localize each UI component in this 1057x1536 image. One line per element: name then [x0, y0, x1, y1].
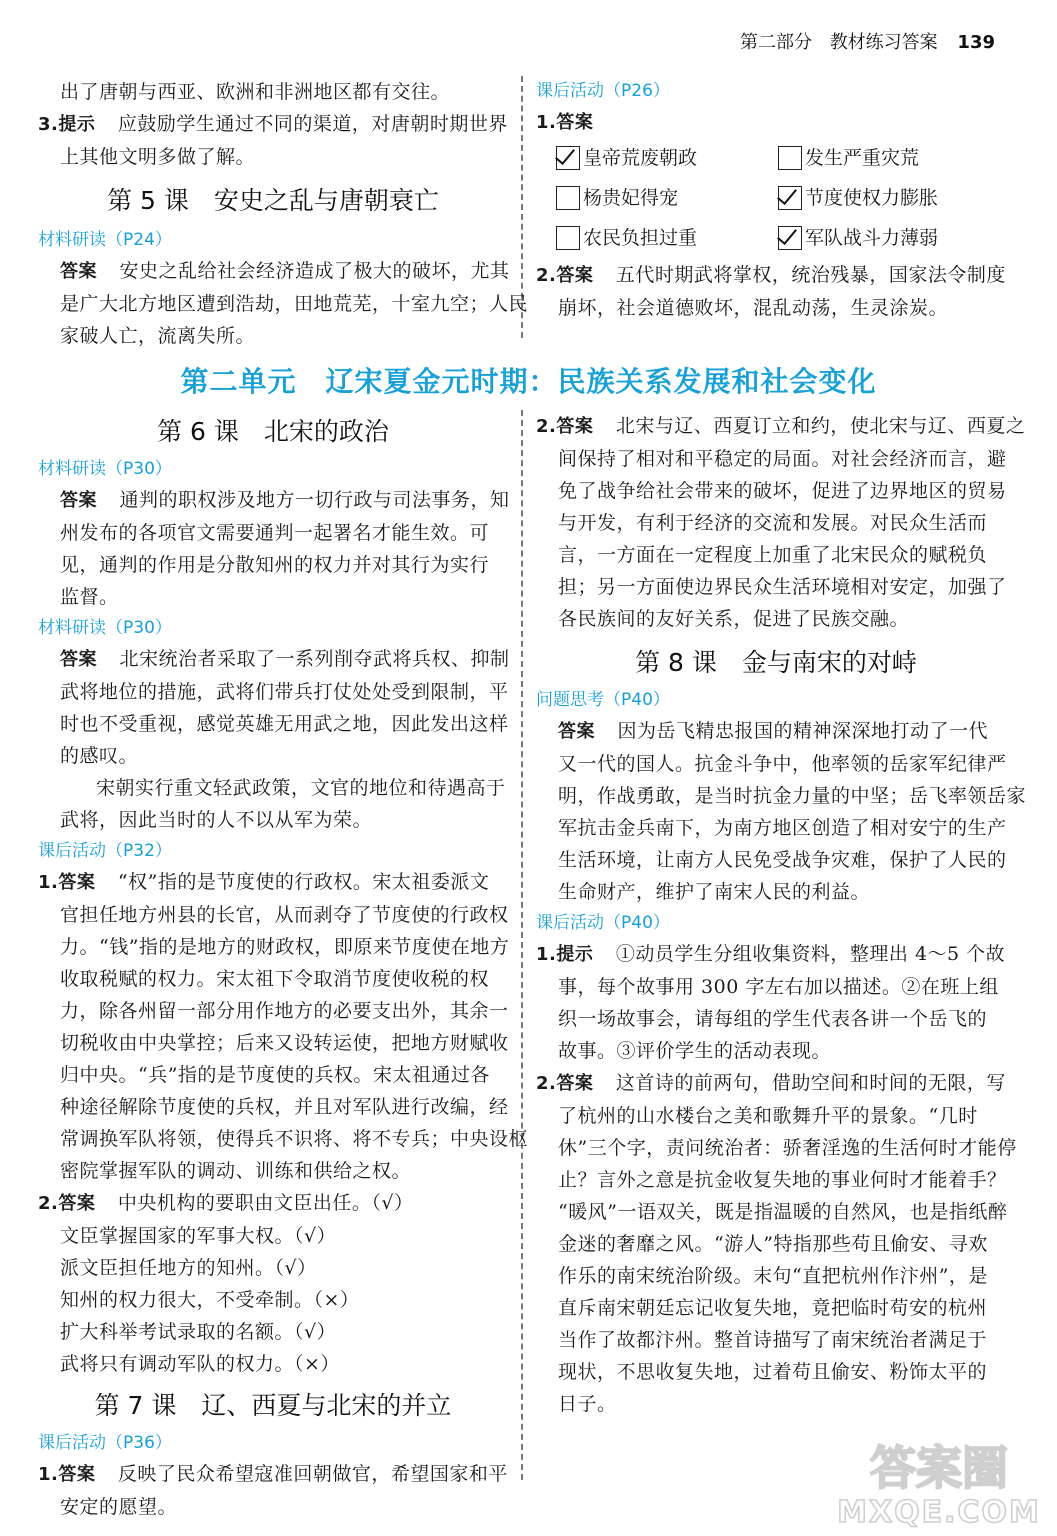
- checkbox-0: [556, 146, 580, 170]
- rq2-line: 与开发，有利于经济的交流和发展。对民众生活而: [558, 512, 988, 534]
- section-material-p30-b: 材料研读（P30）: [38, 618, 172, 638]
- q2-line1: 五代时期武将掌权，统治残暴，国家法令制度: [615, 264, 1006, 286]
- q2-line: 文臣掌握国家的军事大权。（√）: [60, 1225, 337, 1247]
- rq2-line: 各民族间的友好关系，促进了民族交融。: [558, 608, 910, 630]
- q1-line: 常调换军队将领，使得兵不识将、将不专兵；中央设枢: [60, 1128, 529, 1150]
- p2-line: 直斥南宋朝廷忘记收复失地，竟把临时苟安的杭州: [558, 1297, 988, 1319]
- checkbox-item: [556, 221, 778, 255]
- q2-line: 知州的权力很大，不受牵制。（×）: [60, 1289, 360, 1311]
- p2-line: 这首诗的前两句，借助空间和时间的无限，写: [615, 1072, 1006, 1094]
- checkbox-label: 农民负担过重: [583, 227, 698, 249]
- q2-label: 2.答案: [38, 1193, 96, 1214]
- rs1-answer: [536, 715, 1016, 748]
- rq2-line: 北宋与辽、西夏订立和约，使北宋与辽、西夏之: [615, 415, 1026, 437]
- s2-line6: 武将，因此当时的人不以从军为荣。: [60, 809, 373, 831]
- s1-line3: 见，通判的作用是分散知州的权力并对其行为实行: [60, 554, 490, 576]
- p1-label: 1.提示: [536, 944, 594, 965]
- section-activity-p36: 课后活动（P36）: [38, 1433, 172, 1453]
- checkbox-item: [556, 141, 778, 175]
- s1-answer: [38, 484, 508, 517]
- q1-answer: [38, 866, 508, 899]
- section-activity-p32: 课后活动（P32）: [38, 841, 172, 861]
- q3-line1: 反映了民众希望寇准回朝做官，希望国家和平: [117, 1463, 508, 1485]
- left-bottom-column: [38, 410, 529, 1523]
- q1-label: 1.答案: [38, 872, 96, 893]
- checkbox-3: [778, 186, 802, 210]
- tip3-line2: 上其他文明多做了解。: [60, 146, 256, 168]
- unit-title: 第二单元 辽宋夏金元时期：民族关系发展和社会变化: [180, 365, 877, 398]
- q1-line: “权”指的是节度使的行政权。宋太祖委派文: [117, 871, 490, 893]
- q1-line: 切税收由中央掌控；后来又设转运使，把地方财赋收: [60, 1032, 509, 1054]
- activity-q2: [536, 259, 1016, 292]
- tip3: [38, 108, 508, 141]
- lesson8-title: 第 8 课 金与南宋的对峙: [635, 648, 917, 677]
- p2-line: 了杭州的山水楼台之美和歌舞升平的景象。“几时: [558, 1105, 978, 1127]
- p1-line: 事，每个故事用 300 字左右加以描述。②在班上组: [558, 976, 999, 998]
- s2-line4: 的感叹。: [60, 745, 139, 767]
- q2-line: 派文臣担任地方的知州。（√）: [60, 1257, 317, 1279]
- q2-line2: 崩坏，社会道德败坏，混乱动荡，生灵涂炭。: [558, 297, 949, 319]
- section-material-p24: 材料研读（P24）: [38, 230, 172, 250]
- checkbox-item: [556, 181, 778, 215]
- q1-line: 种途径解除节度使的兵权，并且对军队进行改编，经: [60, 1096, 509, 1118]
- p2-line: 现状，不思收复失地，过着苟且偷安、粉饰太平的: [558, 1361, 988, 1383]
- column-divider-bottom: [521, 410, 523, 1480]
- answer-label: 答案: [60, 490, 97, 511]
- s2-answer: [38, 643, 508, 676]
- q3-label: 1.答案: [38, 1464, 96, 1485]
- section-material-p30-a: 材料研读（P30）: [38, 459, 172, 479]
- answer-label: 答案: [60, 649, 97, 670]
- watermark-graphic: [837, 1434, 1041, 1530]
- rq2-label: 2.答案: [536, 416, 594, 437]
- p2-line: “暖风”一语双关，既是指温暖的自然风，也是指纸醉: [558, 1201, 1008, 1223]
- header-section: 第二部分: [739, 32, 812, 53]
- checkbox-4: [556, 226, 580, 250]
- answer-label: 答案: [60, 261, 97, 282]
- checkbox-label: 发生严重灾荒: [805, 147, 920, 169]
- checkbox-1: [778, 146, 802, 170]
- p2-line: 休”三个字，责问统治者：骄奢淫逸的生活何时才能停: [558, 1137, 1017, 1159]
- p2-line: 当作了故都汴州。整首诗描写了南宋统治者满足于: [558, 1329, 988, 1351]
- p2-label: 2.答案: [536, 1073, 594, 1094]
- s2-line3: 时也不受重视，感觉英雄无用武之地，因此发出这样: [60, 713, 509, 735]
- rq2-line: 免了战争给社会带来的破坏，促进了边界地区的贸易: [558, 480, 1007, 502]
- q1-line: 力，除各州留一部分用作地方的必要支出外，其余一: [60, 1000, 509, 1022]
- lesson5-answer-line1: 安史之乱给社会经济造成了极大的破坏，尤其: [119, 260, 510, 282]
- rs1-line: 因为岳飞精忠报国的精神深深地打动了一代: [617, 720, 989, 742]
- q2-line: 扩大科举考试录取的名额。（√）: [60, 1321, 337, 1343]
- p2-line: 止？言外之意是抗金收复失地的事业何时才能着手？: [558, 1169, 1007, 1191]
- answer-label: 答案: [558, 721, 595, 742]
- right-bottom-column: [536, 410, 1027, 1420]
- s1-line1: 通判的职权涉及地方一切行政与司法事务，知: [119, 489, 510, 511]
- watermark-site: MXQE.COM: [837, 1495, 1041, 1530]
- p2-line: 日子。: [558, 1393, 617, 1415]
- rs1-line: 明，作战勇敢，是当时抗金力量的中坚；岳飞率领岳家: [558, 785, 1027, 807]
- lesson5-title: 第 5 课 安史之乱与唐朝衰亡: [107, 186, 439, 215]
- checkbox-grid: [536, 141, 1016, 255]
- p1-answer: [536, 938, 1016, 971]
- s2-line5: 宋朝实行重文轻武政策，文官的地位和待遇高于: [96, 777, 506, 799]
- checkbox-item: [778, 221, 998, 255]
- q1-line: 官担任地方州县的长官，从而剥夺了节度使的行政权: [60, 904, 509, 926]
- q1-line: 归中央。“兵”指的是节度使的兵权。宋太祖通过各: [60, 1064, 490, 1086]
- checkbox-5: [778, 226, 802, 250]
- q2-label: 2.答案: [536, 265, 594, 286]
- p2-answer: [536, 1067, 1016, 1100]
- p1-line: 故事。③评价学生的活动表现。: [558, 1040, 832, 1062]
- p2-line: 金迷的奢靡之风。“游人”特指那些苟且偷安、寻欢: [558, 1233, 988, 1255]
- checkbox-item: [778, 141, 998, 175]
- page-number: 139: [957, 32, 995, 53]
- right-top-column: [536, 76, 1016, 324]
- section-question-p40: 问题思考（P40）: [536, 690, 670, 710]
- checkbox-item: [778, 181, 998, 215]
- q2-answer: [38, 1187, 508, 1220]
- s1-line4: 监督。: [60, 586, 119, 608]
- rq2-line: 担；另一方面使边界民众生活环境相对安定，加强了: [558, 576, 1007, 598]
- s2-line1: 北宋统治者采取了一系列削夺武将兵权、抑制: [119, 648, 510, 670]
- rq2-line: 言，一方面在一定程度上加重了北宋民众的赋税负: [558, 544, 988, 566]
- lesson5-answer-line3: 家破人亡，流离失所。: [60, 325, 256, 347]
- p2-line: 作乐的南宋统治阶级。末句“直把杭州作汴州”，是: [558, 1265, 988, 1287]
- checkbox-label: 节度使权力膨胀: [805, 187, 939, 209]
- q2-line: 武将只有调动军队的权力。（×）: [60, 1353, 340, 1375]
- lesson5-answer: [38, 255, 508, 288]
- checkbox-label: 军队战斗力薄弱: [805, 227, 939, 249]
- p1-line: ①动员学生分组收集资料，整理出 4～5 个故: [615, 943, 1006, 965]
- tip3-line1: 应鼓励学生通过不同的渠道，对唐朝时期世界: [117, 113, 508, 135]
- rq2-answer: [536, 410, 1026, 443]
- q1-line: 密院掌握军队的调动、训练和供给之权。: [60, 1160, 412, 1182]
- header-book: 教材练习答案: [829, 32, 938, 53]
- p1-line: 织一场故事会，请每组的学生代表各讲一个岳飞的: [558, 1008, 988, 1030]
- page-header: [740, 28, 995, 54]
- q1-line: 收取税赋的权力。宋太祖下令取消节度使收税的权: [60, 968, 490, 990]
- watermark-logo: [837, 1434, 1041, 1530]
- rs1-line: 又一代的国人。抗金斗争中，他率领的岳家军纪律严: [558, 753, 1007, 775]
- continued-text: 出了唐朝与西亚、欧洲和非洲地区都有交往。: [60, 81, 451, 103]
- q1-line: 力。“钱”指的是地方的财政权，即原来节度使在地方: [60, 936, 510, 958]
- checkbox-2: [556, 186, 580, 210]
- checkbox-label: 皇帝荒废朝政: [583, 147, 698, 169]
- checkbox-label: 杨贵妃得宠: [583, 187, 679, 209]
- s2-line2: 武将地位的措施，武将们带兵打仗处处受到限制，平: [60, 681, 509, 703]
- left-top-column: [38, 76, 529, 352]
- lesson6-title: 第 6 课 北宋的政治: [157, 417, 389, 446]
- q1-label: 1.答案: [536, 112, 594, 133]
- q3-line2: 安定的愿望。: [60, 1496, 178, 1518]
- rq2-line: 间保持了相对和平稳定的局面。对社会经济而言，避: [558, 448, 1007, 470]
- q2-line: 中央机构的要职由文臣出任。（√）: [117, 1192, 414, 1214]
- rs1-line: 军抗击金兵南下，为南方地区创造了相对安宁的生产: [558, 817, 1007, 839]
- watermark-text: 答案圈: [870, 1441, 1008, 1495]
- q3-answer: [38, 1458, 508, 1491]
- activity-q1: [536, 106, 1016, 139]
- lesson7-title: 第 7 课 辽、西夏与北宋的并立: [94, 1391, 452, 1420]
- lesson5-answer-line2: 是广大北方地区遭到浩劫，田地荒芜，十室九空；人民: [60, 293, 529, 315]
- section-activity-p26: 课后活动（P26）: [536, 81, 670, 101]
- tip3-label: 3.提示: [38, 114, 96, 135]
- rs1-line: 生命财产，维护了南宋人民的利益。: [558, 881, 871, 903]
- s1-line2: 州发布的各项官文需要通判一起署名才能生效。可: [60, 522, 490, 544]
- section-activity-p40: 课后活动（P40）: [536, 913, 670, 933]
- rs1-line: 生活环境，让南方人民免受战争灾难，保护了人民的: [558, 849, 1007, 871]
